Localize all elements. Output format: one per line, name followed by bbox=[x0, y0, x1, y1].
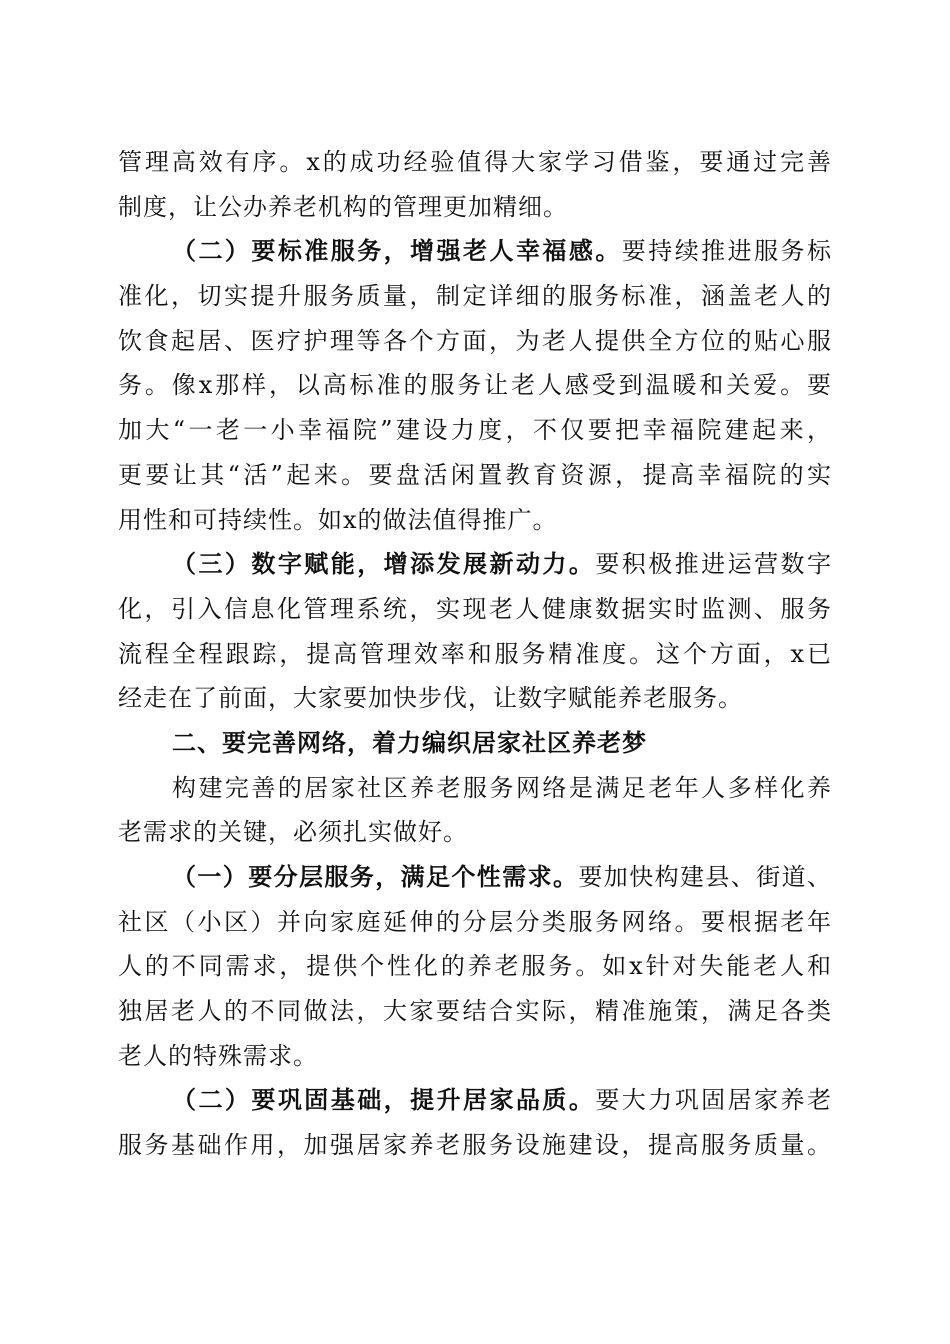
paragraph-lead: （二）要巩固基础，提升居家品质。 bbox=[172, 1085, 596, 1115]
text-line: 更要让其“活”起来。要盘活闲置教育资源，提高幸福院的实 bbox=[118, 460, 832, 489]
text-line: 用性和可持续性。如x的做法值得推广。 bbox=[118, 505, 558, 534]
text-line: 流程全程跟踪，提高管理效率和服务精准度。这个方面，x已 bbox=[118, 639, 832, 668]
text-line: 经走在了前面，大家要加快步伐，让数字赋能养老服务。 bbox=[118, 684, 743, 713]
paragraph-continuation bbox=[118, 140, 832, 229]
text-line: 化，引入信息化管理系统，实现老人健康数据实时监测、服务 bbox=[118, 594, 832, 623]
text-line bbox=[118, 1078, 832, 1123]
text-segment: 要积极推进运营数字 bbox=[595, 550, 833, 579]
text-line: 加大“一老一小幸福院”建设力度，不仅要把幸福院建起来， bbox=[118, 416, 832, 445]
paragraph-tiered-service bbox=[118, 855, 832, 1078]
text-line: 管理高效有序。x的成功经验值得大家学习借鉴，要通过完善 bbox=[118, 148, 832, 176]
text-line: 老人的特殊需求。 bbox=[118, 1041, 318, 1070]
paragraph-lead: （三）数字赋能，增添发展新动力。 bbox=[172, 549, 596, 579]
text-line bbox=[118, 855, 832, 900]
paragraph-digital-empowerment bbox=[118, 542, 832, 721]
text-line: 老需求的关键，必须扎实做好。 bbox=[118, 818, 468, 847]
paragraph-lead: （二）要标准服务，增强老人幸福感。 bbox=[172, 236, 622, 266]
paragraph-intro bbox=[118, 766, 832, 855]
text-line: 务。像x那样，以高标准的服务让老人感受到温暖和关爱。要 bbox=[118, 371, 832, 400]
text-line: 饮食起居、医疗护理等各个方面，为老人提供全方位的贴心服 bbox=[118, 326, 832, 355]
text-line: 准化，切实提升服务质量，制定详细的服务标准，涵盖老人的 bbox=[118, 282, 832, 311]
text-line: 独居老人的不同做法，大家要结合实际，精准施策，满足各类 bbox=[118, 997, 832, 1026]
paragraph-consolidate-foundation bbox=[118, 1078, 832, 1167]
text-line: 构建完善的居家社区养老服务网络是满足老年人多样化养 bbox=[172, 773, 832, 802]
text-line bbox=[118, 542, 832, 587]
section-heading: 二、要完善网络，着力编织居家社区养老梦 bbox=[172, 728, 647, 757]
text-line: 社区（小区）并向家庭延伸的分层分类服务网络。要根据老年 bbox=[118, 907, 832, 936]
paragraph-standard-service bbox=[118, 229, 832, 542]
text-line: 服务基础作用，加强居家养老服务设施建设，提高服务质量。 bbox=[118, 1131, 832, 1160]
text-segment: 要大力巩固居家养老 bbox=[595, 1086, 833, 1115]
text-line bbox=[118, 229, 832, 274]
text-segment: 要加快构建县、街道、 bbox=[578, 863, 833, 891]
text-line: 人的不同需求，提供个性化的养老服务。如x针对失能老人和 bbox=[118, 952, 832, 981]
text-segment: 要持续推进服务标 bbox=[621, 237, 833, 266]
text-line: 制度，让公办养老机构的管理更加精细。 bbox=[118, 192, 568, 221]
document-page bbox=[118, 140, 832, 1168]
paragraph-lead: （一）要分层服务，满足个性需求。 bbox=[172, 862, 579, 891]
